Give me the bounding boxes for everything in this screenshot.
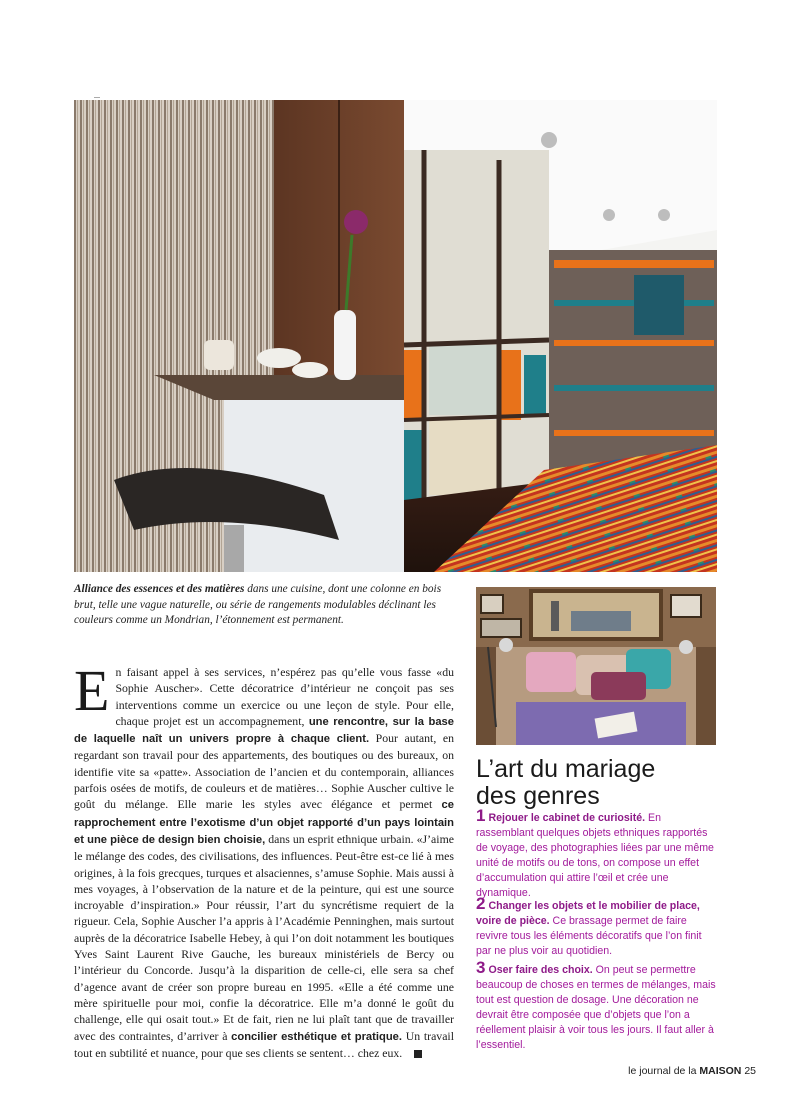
footer-brand: MAISON [699, 1065, 742, 1077]
end-mark-icon [414, 1050, 422, 1058]
tip-heading: Changer les objets et le mobilier de place, voire de pièce. [476, 900, 700, 927]
tip-body: Ce brassage permet de faire revivre tous les éléments décoratifs que l’on finit par ne plus voir au quotidien. [476, 915, 702, 957]
article-emphasis: une rencontre, sur la base de laquelle naît un univers propre à chaque client. [74, 715, 454, 746]
tip-1 [476, 808, 716, 901]
tip-2 [476, 896, 716, 959]
photo-caption [74, 582, 454, 629]
article-run: Pour autant, en regardant son travail pour des appartements, des boutiques ou des bureaux, on identifie vite sa «patte». Association de l’ancien et du contemporain, alliances parfois osées de motifs, de couleurs et de matières… Sophie Auscher cultive le goût du mélange. Elle marie les styles avec élégance et permet [74, 731, 454, 812]
caption-lead: Alliance des essences et des matières [74, 583, 245, 595]
main-photo [74, 100, 717, 572]
article-text [74, 658, 454, 1060]
tip-heading: Oser faire des choix. [488, 964, 593, 976]
tip-number: 1 [476, 806, 486, 825]
article-run: dans un esprit ethnique urbain. «J’aime le mélange des codes, des civilisations, des influences. Peut-être est-ce lié à mes origines, à la fois grecques, turques et alsaciennes, s’amuse Sophie. Mais aussi à mes voyages, à l’observation de la nature et de la peinture, qui est une source incroyable d’inspiration.» Pour réussir, l’art du syncrétisme requiert de la rigueur. Cela, Sophie Auscher l’a appris à l’Académie Penninghen, mais surtout auprès de la décoratrice Isabelle Hebey, à qui l’on doit notamment les boutiques Yves Saint Laurent Rive Gauche, les bureaux ministériels de Bercy ou l’intérieur du Concorde. Jusqu’à la disparition de celle-ci, elle sera sa chef d’agence avant de créer son propre bureau en 1995. «Elle a été comme une mère spirituelle pour moi, confie la décoratrice. Elle m’a donné le goût du challenge, elle qui osait tout.» Et de fait, rien ne lui plaît tant que de travailler avec des contraintes, d’arriver à [74, 831, 454, 1043]
article-emphasis: ce rapprochement entre l’exotisme d’un objet rapporté d’un pays lointain et une pièce de design bien choisie, [74, 799, 454, 846]
drop-cap: E [74, 658, 110, 723]
tip-heading: Rejouer le cabinet de curiosité. [488, 812, 646, 824]
sidebar-title-line2: des genres [476, 782, 600, 810]
footer-prefix: le journal de la [628, 1065, 700, 1077]
article-run: Un travail tout en subtilité et nuance, pour que ses clients se sentent… chez eux. [74, 1028, 454, 1060]
article-run: n faisant appel à ses services, n’espérez pas qu’elle vous fasse «du Sophie Auscher». Cette décoratrice d’intérieur ne conçoit pas ses interventions comme un exercice ou une leçon de style. Pour elle, chaque projet est un accompagnement, [115, 665, 454, 728]
page-number: 25 [744, 1065, 756, 1077]
tip-number: 2 [476, 894, 486, 913]
bedroom-photo [476, 587, 716, 745]
sidebar-title [476, 756, 726, 810]
sidebar-title-line1: L’art du mariage [476, 755, 656, 783]
tip-body: En rassemblant quelques objets ethniques rapportés de voyage, des photographies liées par une même unité de motifs ou de tons, on compose un effet d’accumulation qui attire l’œil et crée une dynamique. [476, 812, 714, 899]
tip-3 [476, 960, 716, 1053]
article-body [74, 658, 454, 1061]
page-mark [94, 97, 100, 98]
caption-rest: dans une cuisine, dont une colonne en bois brut, telle une vague naturelle, ou série de rangements modulables déclinant les couleurs comme un Mondrian, l’étonnement est permanent. [74, 583, 442, 626]
article-emphasis: concilier esthétique et pratique. [231, 1030, 402, 1043]
page-footer [628, 1065, 756, 1077]
tip-body: On peut se permettre beaucoup de choses en termes de mélanges, mais tout est question de dosage. Une décoration ne devrait être composée que d’objets que l’on a réellement plaisir à voir tous les jours. Il faut aller à l’essentiel. [476, 964, 716, 1051]
tip-number: 3 [476, 958, 486, 977]
article-paragraph [74, 658, 454, 1061]
